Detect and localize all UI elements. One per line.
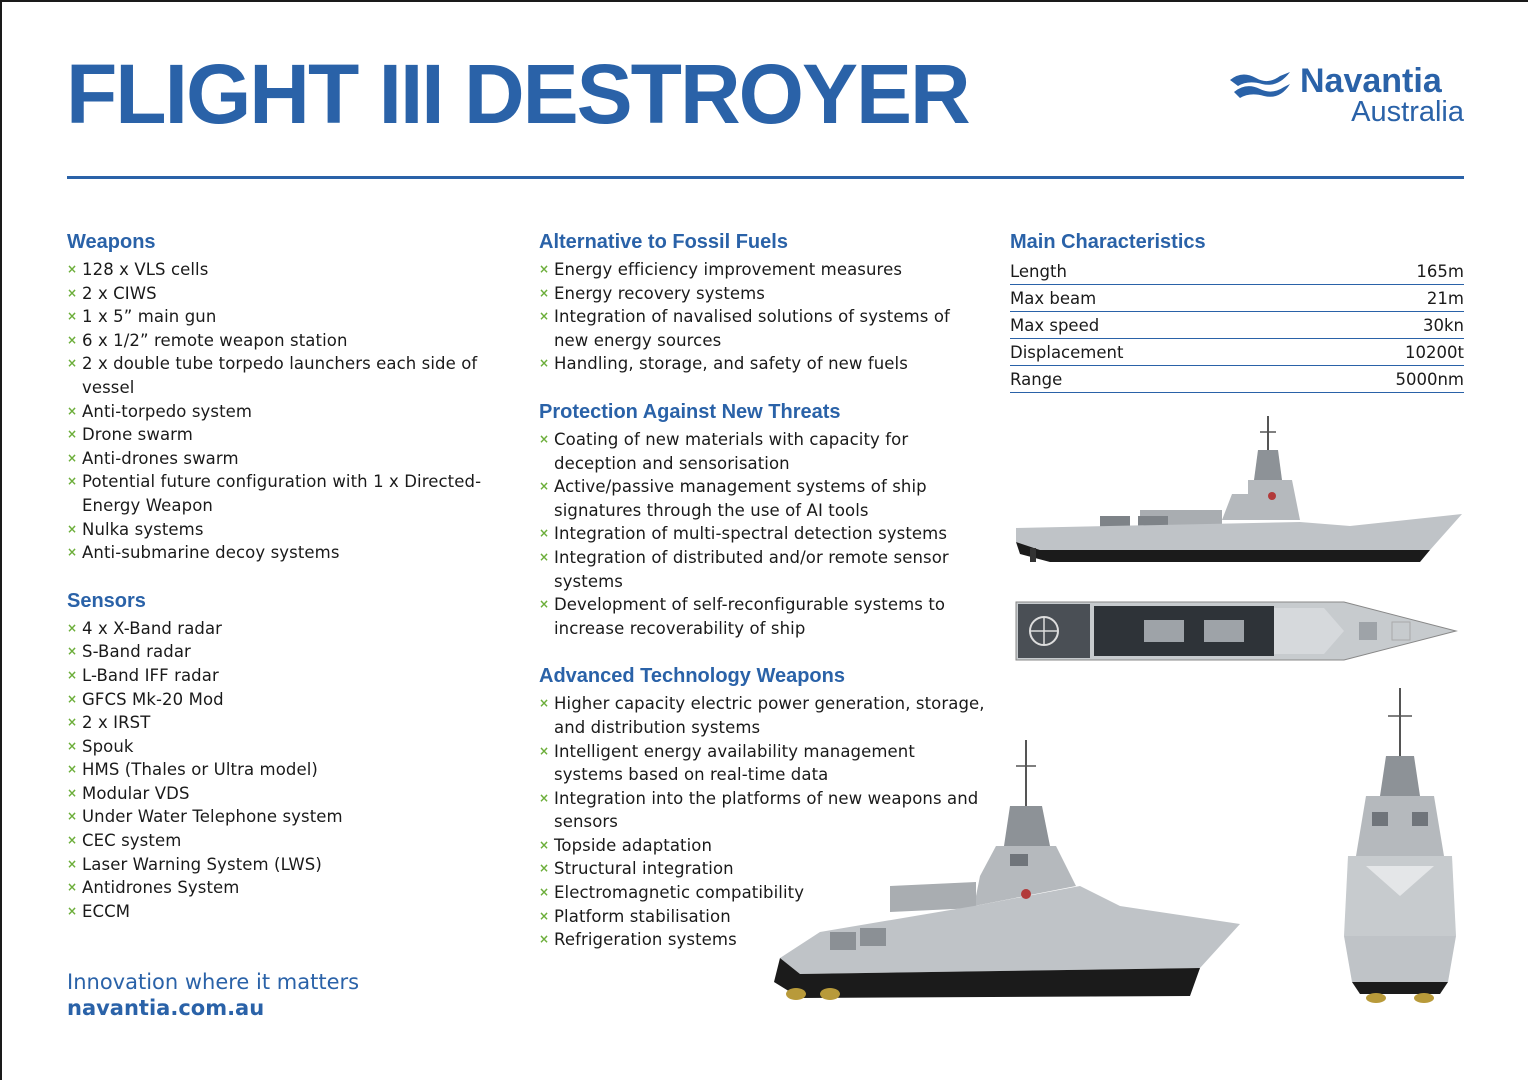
characteristics-heading: Main Characteristics	[1010, 231, 1206, 253]
list-item	[67, 664, 507, 688]
spec-value: 10200t	[1293, 339, 1464, 366]
characteristics-table	[1010, 258, 1464, 393]
fossil-fuels-list	[539, 258, 989, 376]
list-item-text: Coating of new materials with capacity for deception and sensorisation	[554, 429, 909, 473]
list-item	[67, 282, 507, 306]
sensors-heading: Sensors	[67, 589, 146, 612]
list-item-text: 2 x IRST	[82, 713, 151, 733]
header-divider	[67, 176, 1464, 179]
logo-name: Navantia	[1300, 62, 1442, 100]
bullet-x-icon: ×	[67, 427, 78, 442]
bullet-x-icon: ×	[539, 743, 550, 758]
list-item-text: Integration of distributed and/or remote sensor systems	[554, 547, 949, 591]
list-item	[67, 735, 507, 759]
footer-website-link[interactable]: navantia.com.au	[67, 996, 265, 1020]
list-item-text: CEC system	[82, 831, 182, 851]
spec-row	[1010, 339, 1464, 366]
bullet-x-icon: ×	[539, 526, 550, 541]
bullet-x-icon: ×	[67, 715, 78, 730]
bullet-x-icon: ×	[539, 861, 550, 876]
list-item	[539, 692, 989, 739]
list-item-text: 2 x double tube torpedo launchers each side of vessel	[82, 354, 478, 397]
bullet-x-icon: ×	[67, 356, 78, 371]
list-item	[539, 282, 989, 306]
list-item-text: Development of self-reconfigurable systems to increase recoverability of ship	[554, 595, 946, 638]
bullet-x-icon: ×	[539, 932, 550, 947]
page-title: FLIGHT III DESTROYER	[66, 47, 969, 141]
list-item-text: 4 x X-Band radar	[82, 618, 223, 638]
list-item	[67, 758, 507, 782]
bullet-x-icon: ×	[67, 667, 78, 682]
bullet-x-icon: ×	[539, 908, 550, 923]
bullet-x-icon: ×	[67, 262, 78, 276]
list-item-text: GFCS Mk-20 Mod	[82, 689, 224, 709]
navantia-logo	[1228, 64, 1468, 128]
list-item-text: Laser Warning System (LWS)	[82, 854, 322, 874]
list-item-text: Refrigeration systems	[554, 930, 737, 950]
ship-front-view-image	[1336, 686, 1464, 1008]
spec-label: Length	[1010, 258, 1293, 285]
bullet-x-icon: ×	[67, 521, 78, 536]
bullet-x-icon: ×	[67, 309, 78, 324]
weapons-heading: Weapons	[67, 231, 156, 253]
list-item	[67, 541, 507, 565]
list-item-text: 2 x CIWS	[82, 283, 157, 303]
list-item-text: Structural integration	[554, 859, 734, 879]
list-item-text: Active/passive management systems of ship signatures through the use of AI tools	[554, 477, 927, 520]
list-item-text: Potential future configuration with 1 x Directed-Energy Weapon	[82, 472, 482, 515]
bullet-x-icon: ×	[539, 262, 550, 276]
spec-row	[1010, 258, 1464, 285]
list-item	[67, 711, 507, 735]
list-item	[67, 518, 507, 542]
list-item	[67, 640, 507, 664]
bullet-x-icon: ×	[67, 691, 78, 706]
list-item	[539, 522, 989, 546]
list-item	[67, 688, 507, 712]
bullet-x-icon: ×	[67, 403, 78, 418]
bullet-x-icon: ×	[67, 474, 78, 489]
bullet-x-icon: ×	[67, 738, 78, 753]
list-item	[67, 352, 507, 399]
list-item	[539, 593, 989, 640]
list-item-text: HMS (Thales or Ultra model)	[82, 760, 318, 780]
spec-label: Max beam	[1010, 285, 1293, 312]
spec-label: Max speed	[1010, 312, 1293, 339]
footer-tagline: Innovation where it matters	[67, 970, 360, 994]
list-item-text: 1 x 5” main gun	[82, 307, 217, 327]
list-item-text: Electromagnetic compatibility	[554, 883, 805, 903]
list-item-text: Spouk	[82, 736, 134, 756]
list-item-text: Nulka systems	[82, 519, 204, 539]
list-item	[67, 258, 507, 282]
list-item-text: Energy efficiency improvement measures	[554, 260, 903, 279]
list-item-text: Platform stabilisation	[554, 906, 731, 926]
list-item	[67, 447, 507, 471]
bullet-x-icon: ×	[539, 285, 550, 300]
list-item	[539, 258, 989, 282]
list-item-text: Anti-drones swarm	[82, 448, 239, 468]
ship-side-profile-image	[1010, 410, 1465, 570]
list-item-text: Higher capacity electric power generation, storage, and distribution systems	[554, 694, 985, 737]
bullet-x-icon: ×	[539, 309, 550, 324]
list-item	[67, 400, 507, 424]
list-item	[67, 853, 507, 877]
list-item	[67, 470, 507, 517]
logo-subtitle: Australia	[1351, 96, 1464, 128]
list-item	[67, 876, 507, 900]
column-right	[1010, 230, 1464, 393]
list-item-text: L-Band IFF radar	[82, 665, 219, 685]
list-item-text: Antidrones System	[82, 878, 240, 898]
list-item	[67, 805, 507, 829]
spec-label: Displacement	[1010, 339, 1293, 366]
list-item	[67, 617, 507, 641]
bullet-x-icon: ×	[67, 332, 78, 347]
bullet-x-icon: ×	[539, 837, 550, 852]
list-item	[67, 900, 507, 924]
list-item	[539, 305, 989, 352]
list-item-text: Topside adaptation	[554, 835, 713, 855]
spec-row	[1010, 312, 1464, 339]
spec-value: 165m	[1293, 258, 1464, 285]
list-item-text: ECCM	[82, 901, 131, 921]
list-item	[67, 829, 507, 853]
bullet-x-icon: ×	[67, 809, 78, 824]
list-item	[539, 475, 989, 522]
list-item-text: 6 x 1/2” remote weapon station	[82, 330, 348, 350]
spec-value: 5000nm	[1293, 366, 1464, 393]
list-item	[539, 352, 989, 376]
page-border-top	[0, 0, 1528, 2]
list-item-text: Integration into the platforms of new weapons and sensors	[554, 788, 979, 832]
bullet-x-icon: ×	[539, 356, 550, 371]
list-item	[67, 329, 507, 353]
bullet-x-icon: ×	[539, 431, 550, 446]
bullet-x-icon: ×	[67, 856, 78, 871]
sensors-list	[67, 617, 507, 924]
ship-three-quarter-view-image	[760, 736, 1280, 1006]
list-item-text: Anti-torpedo system	[82, 401, 253, 421]
bullet-x-icon: ×	[67, 620, 78, 635]
list-item-text: S-Band radar	[82, 642, 191, 662]
bullet-x-icon: ×	[539, 479, 550, 494]
advanced-weapons-heading: Advanced Technology Weapons	[539, 665, 845, 688]
weapons-list	[67, 258, 507, 565]
bullet-x-icon: ×	[67, 762, 78, 777]
new-threats-heading: Protection Against New Threats	[539, 400, 841, 423]
ship-top-plan-image	[1014, 598, 1459, 664]
bullet-x-icon: ×	[67, 785, 78, 800]
bullet-x-icon: ×	[67, 833, 78, 848]
bullet-x-icon: ×	[67, 903, 78, 918]
bullet-x-icon: ×	[539, 597, 550, 612]
list-item-text: Integration of multi-spectral detection systems	[554, 524, 948, 544]
bullet-x-icon: ×	[67, 285, 78, 300]
list-item-text: 128 x VLS cells	[82, 260, 209, 279]
list-item-text: Handling, storage, and safety of new fuels	[554, 354, 908, 374]
spec-value: 21m	[1293, 285, 1464, 312]
bullet-x-icon: ×	[67, 545, 78, 560]
column-left	[67, 230, 507, 947]
list-item-text: Anti-submarine decoy systems	[82, 543, 340, 563]
list-item	[67, 782, 507, 806]
bullet-x-icon: ×	[539, 885, 550, 900]
list-item	[67, 423, 507, 447]
spec-row	[1010, 366, 1464, 393]
bullet-x-icon: ×	[539, 549, 550, 564]
list-item-text: Integration of navalised solutions of systems of new energy sources	[554, 307, 950, 350]
list-item-text: Energy recovery systems	[554, 283, 766, 303]
bullet-x-icon: ×	[539, 790, 550, 805]
new-threats-list	[539, 428, 989, 640]
spec-row	[1010, 285, 1464, 312]
bullet-x-icon: ×	[539, 696, 550, 711]
spec-label: Range	[1010, 366, 1293, 393]
bullet-x-icon: ×	[67, 450, 78, 465]
fossil-fuels-heading: Alternative to Fossil Fuels	[539, 231, 788, 253]
list-item	[539, 428, 989, 475]
bullet-x-icon: ×	[67, 880, 78, 895]
list-item-text: Drone swarm	[82, 425, 193, 445]
list-item-text: Modular VDS	[82, 783, 190, 803]
navantia-wave-icon	[1228, 68, 1292, 102]
bullet-x-icon: ×	[67, 644, 78, 659]
spec-value: 30kn	[1293, 312, 1464, 339]
list-item-text: Under Water Telephone system	[82, 807, 343, 827]
list-item	[67, 305, 507, 329]
page-border-left	[0, 0, 2, 1080]
list-item-text: Intelligent energy availability management systems based on real-time data	[554, 741, 915, 785]
list-item	[539, 546, 989, 593]
